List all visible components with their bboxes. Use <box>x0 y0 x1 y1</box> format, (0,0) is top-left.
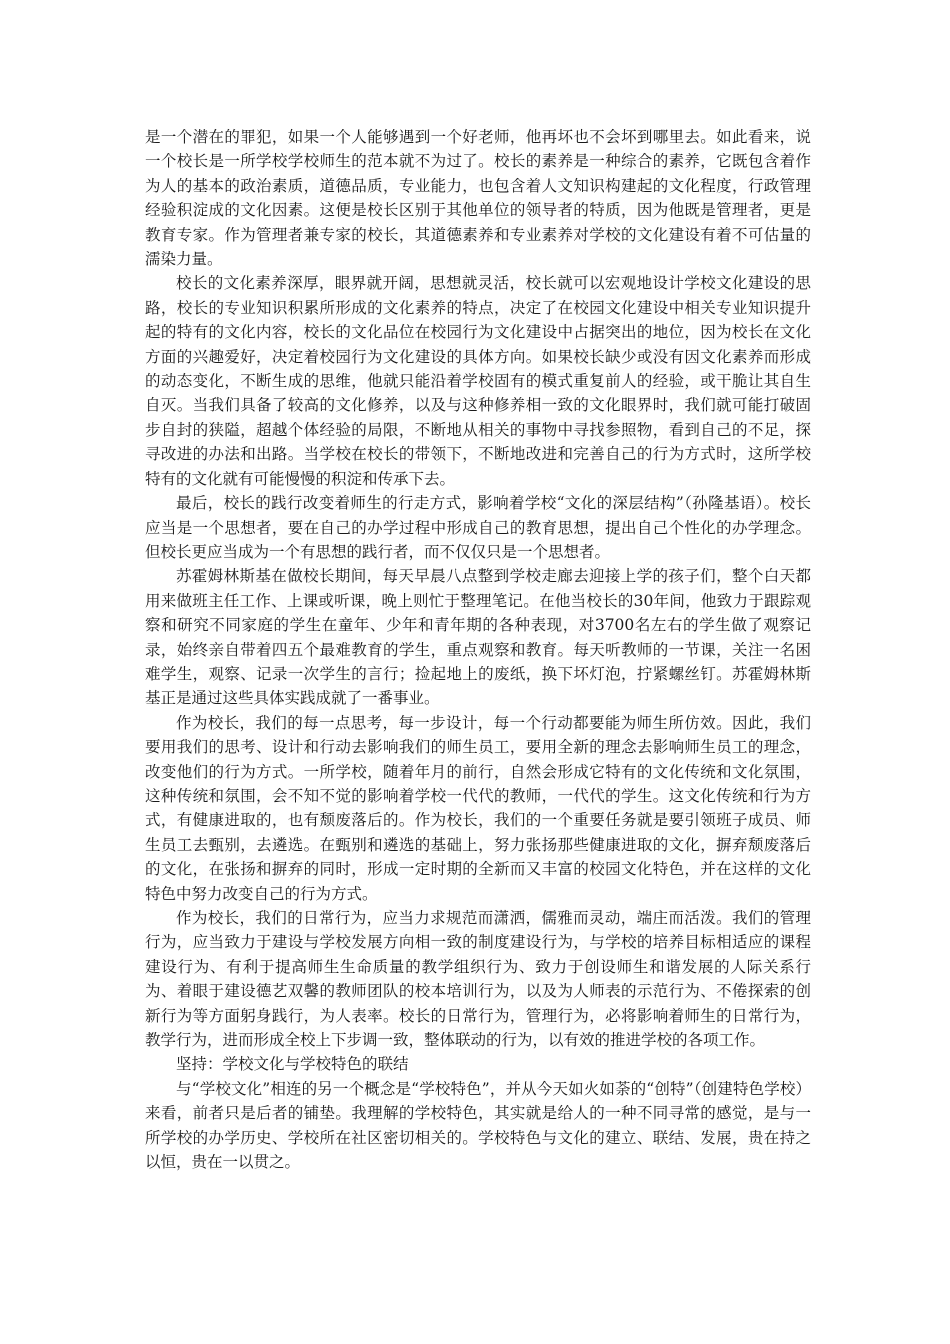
document-body <box>145 125 811 1174</box>
paragraph-2: 校长的文化素养深厚，眼界就开阔，思想就灵活，校长就可以宏观地设计学校文化建设的思路，校长的专业知识积累所形成的文化素养的特点，决定了在校园文化建设中相关专业知识提升起的特有的文化内容，校长的文化品位在校园行为文化建设中占据突出的地位，因为校长在文化方面的兴趣爱好，决定着校园行为文化建设的具体方向。如果校长缺少或没有因文化素养而形成的动态变化，不断生成的思维，他就只能沿着学校固有的模式重复前人的经验，或干脆让其自生自灭。当我们具备了较高的文化修养，以及与这种修养相一致的文化眼界时，我们就可能打破固步自封的狭隘，超越个体经验的局限，不断地从相关的事物中寻找参照物，看到自己的不足，探寻改进的办法和出路。当学校在校长的带领下，不断地改进和完善自己的行为方式时，这所学校特有的文化就有可能慢慢的积淀和传承下去。 <box>145 274 811 488</box>
paragraph-1: 是一个潜在的罪犯，如果一个人能够遇到一个好老师，他再坏也不会坏到哪里去。如此看来，说一个校长是一所学校学校师生的范本就不为过了。校长的素养是一种综合的素养，它既包含着作为人的基本的政治素质，道德品质，专业能力，也包含着人文知识构建起的文化程度，行政管理经验积淀成的文化因素。这便是校长区别于其他单位的领导者的特质，因为他既是管理者，更是教育专家。作为管理者兼专家的校长，其道德素养和专业素养对学校的文化建设有着不可估量的濡染力量。 <box>145 128 811 269</box>
paragraph-5: 作为校长，我们的每一点思考，每一步设计，每一个行动都要能为师生所仿效。因此，我们要用我们的思考、设计和行动去影响我们的师生员工，要用全新的理念去影响师生员工的理念，改变他们的行为方式。一所学校，随着年月的前行，自然会形成它特有的文化传统和文化氛围，这种传统和氛围，会不知不觉的影响着学校一代代的教师，一代代的学生。这文化传统和行为方式，有健康进取的，也有颓废落后的。作为校长，我们的一个重要任务就是要引领班子成员、师生员工去甄别，去遴选。在甄别和遴选的基础上，努力张扬那些健康进取的文化，摒弃颓废落后的文化，在张扬和摒弃的同时，形成一定时期的全新而又丰富的校园文化特色，并在这样的文化特色中努力改变自己的行为方式。 <box>145 713 811 903</box>
paragraph-6: 作为校长，我们的日常行为，应当力求规范而潇洒，儒雅而灵动，端庄而活泼。我们的管理行为，应当致力于建设与学校发展方向相一致的制度建设行为，与学校的培养目标相适应的课程建设行为、有利于提高师生生命质量的教学组织行为、致力于创设师生和谐发展的人际关系行为、着眼于建设德艺双馨的教师团队的校本培训行为，以及为人师表的示范行为、不倦探索的创新行为等方面躬身践行，为人表率。校长的日常行为，管理行为，必将影响着师生的日常行为，教学行为，进而形成全校上下步调一致，整体联动的行为，以有效的推进学校的各项工作。 <box>145 909 811 1050</box>
section-heading: 坚持：学校文化与学校特色的联结 <box>176 1055 409 1074</box>
paragraph-7: 与“学校文化”相连的另一个概念是“学校特色”，并从今天如火如荼的“创特”（创建特色学校）来看，前者只是后者的铺垫。我理解的学校特色，其实就是给人的一种不同寻常的感觉，是与一所学校的办学历史、学校所在社区密切相关的。学校特色与文化的建立、联结、发展，贵在持之以恒，贵在一以贯之。 <box>145 1079 811 1172</box>
paragraph-4: 苏霍姆林斯基在做校长期间，每天早晨八点整到学校走廊去迎接上学的孩子们，整个白天都用来做班主任工作、上课或听课，晚上则忙于整理笔记。在他当校长的30年间，他致力于跟踪观察和研究不同家庭的学生在童年、少年和青年期的各种表现，对3700名左右的学生做了观察记录，始终亲自带着四五个最难教育的学生，重点观察和教育。每天听教师的一节课，关注一名困难学生，观察、记录一次学生的言行；捡起地上的废纸，换下坏灯泡，拧紧螺丝钉。苏霍姆林斯基正是通过这些具体实践成就了一番事业。 <box>145 567 811 708</box>
paragraph-3: 最后，校长的践行改变着师生的行走方式，影响着学校“文化的深层结构”（孙隆基语）。校长应当是一个思想者，要在自己的办学过程中形成自己的教育思想，提出自己个性化的办学理念。但校长更应当成为一个有思想的践行者，而不仅仅只是一个思想者。 <box>145 494 811 561</box>
